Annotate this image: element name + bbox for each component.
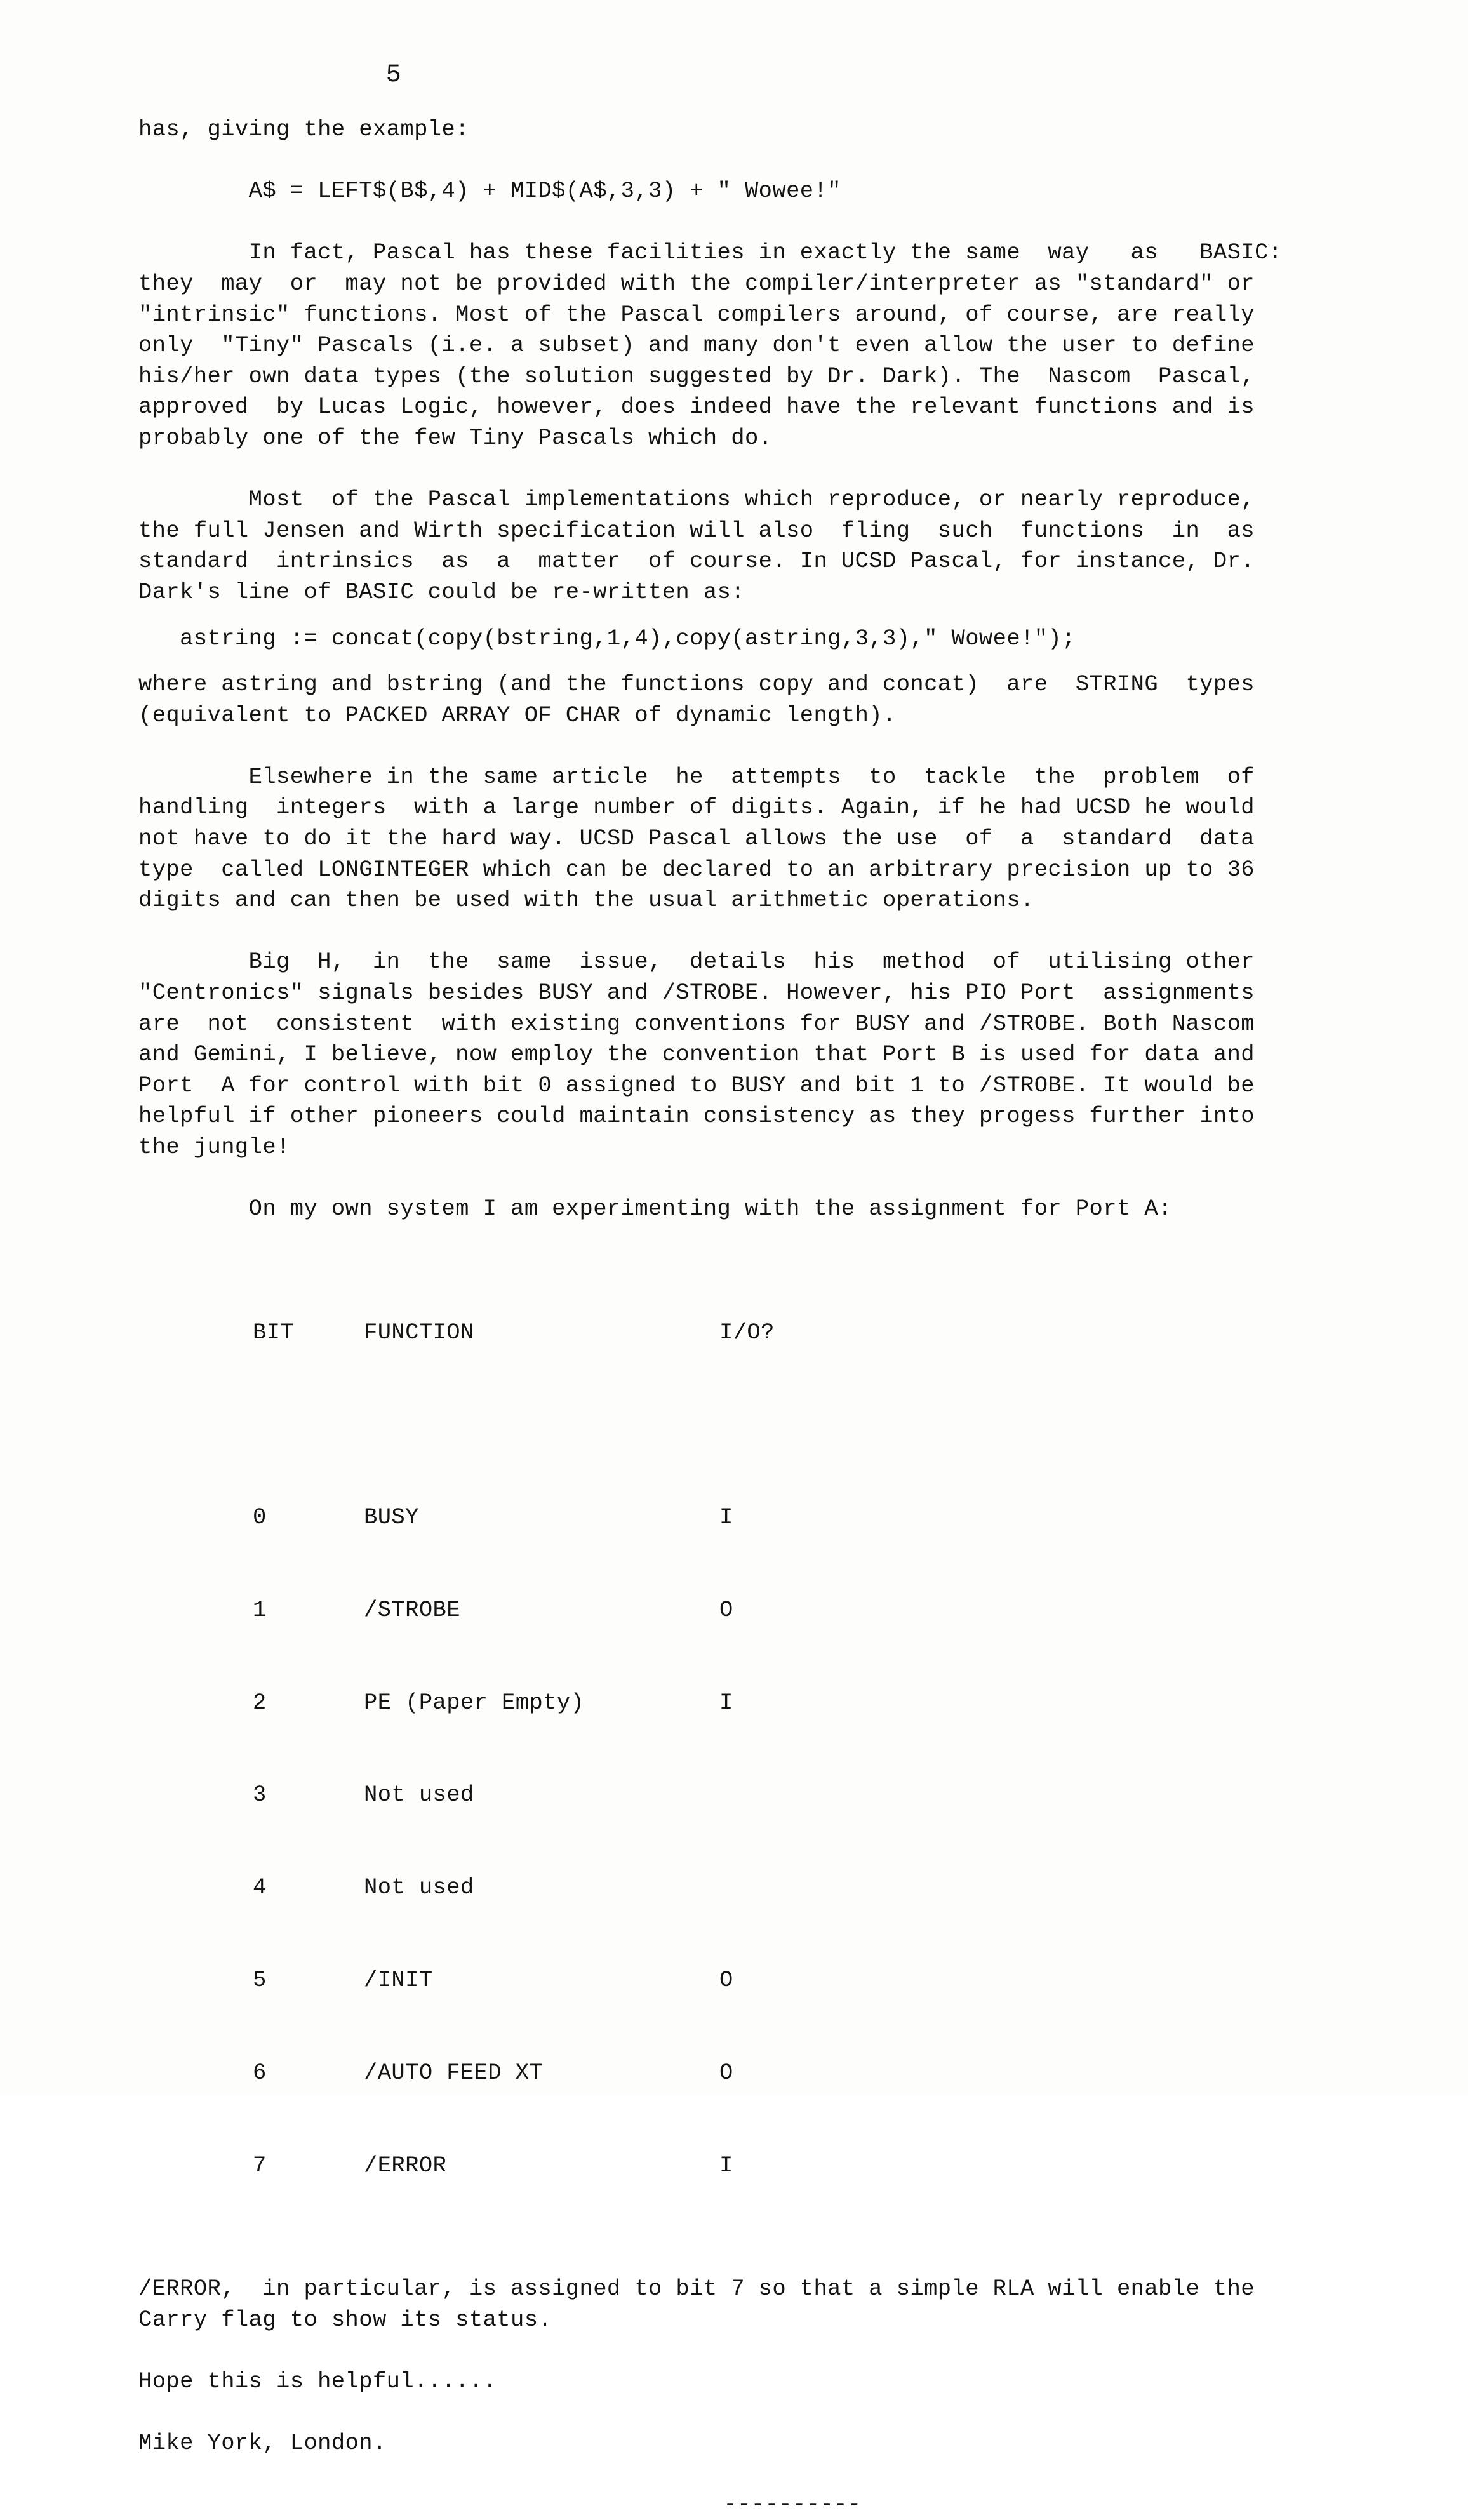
cell-io: I — [719, 1504, 733, 1531]
spacer — [138, 654, 1358, 669]
basic-example-code: A$ = LEFT$(B$,4) + MID$(A$,3,3) + " Wowee!" — [138, 178, 841, 204]
table-row — [253, 1780, 1358, 1811]
spacer — [138, 454, 1358, 485]
longinteger-paragraph: Elsewhere in the same article he attempts to tackle the problem of handling integers with a large number of digits. Again, if he had UCSD he would not have to do it the hard way. UCSD Pascal allows the use of a standard data type called LONGINTEGER which can be declared to an arbitrary precision up to 36 digits and can then be used with the usual arithmetic operations. — [138, 763, 1255, 914]
cell-function: /INIT — [364, 1967, 433, 1994]
table-row — [253, 2150, 1358, 2182]
cell-bit: 7 — [253, 2152, 267, 2178]
column-header-bit: BIT — [253, 1319, 295, 1345]
column-header-io: I/O? — [719, 1319, 775, 1345]
cell-io: O — [719, 2059, 733, 2086]
spacer — [138, 2397, 1358, 2428]
spacer — [138, 2335, 1358, 2366]
spacer — [138, 1163, 1358, 1194]
spacer — [138, 1225, 1358, 1256]
cell-bit: 0 — [253, 1504, 267, 1531]
spacer — [138, 145, 1358, 177]
spacer — [138, 731, 1358, 762]
section-divider: ---------- — [723, 2491, 862, 2517]
cell-function: /AUTO FEED XT — [364, 2059, 544, 2086]
cell-io: I — [719, 1689, 733, 1716]
cell-function: PE (Paper Empty) — [364, 1689, 585, 1716]
spacer — [138, 916, 1358, 947]
table-row — [253, 1872, 1358, 1903]
column-header-function: FUNCTION — [364, 1319, 474, 1345]
jensen-wirth-paragraph: Most of the Pascal implementations which reproduce, or nearly reproduce, the full Jensen and Wirth specification will also fling such functions in as standard intrinsics as a matter of course. In UCSD Pascal, for instance, Dr. Dark's line of BASIC could be re-written as: — [138, 486, 1255, 605]
string-types-paragraph: where astring and bstring (and the functions copy and concat) are STRING types (equivalent to PACKED ARRAY OF CHAR of dynamic length). — [138, 671, 1255, 728]
author-signature: Mike York, London. — [138, 2429, 387, 2456]
table-row — [253, 1502, 1358, 1533]
spacer — [138, 2243, 1358, 2274]
sign-off-paragraph: Hope this is helpful...... — [138, 2368, 497, 2394]
document-body — [138, 114, 1358, 2520]
table-row — [253, 1595, 1358, 1626]
pascal-facilities-paragraph: In fact, Pascal has these facilities in exactly the same way as BASIC: they may or may not be provided with the compiler/interpreter as "standard" or "intrinsic" functions. Most of the Pascal compilers around, of course, are really only "Tiny" Pascals (i.e. a subset) and many don't even allow the user to define his/her own data types (the solution suggested by Dr. Dark). The Nascom Pascal, approved by Lucas Logic, however, does indeed have the relevant functions and is probably one of the few Tiny Pascals which do. — [138, 239, 1283, 451]
spacer — [253, 1410, 1358, 1441]
table-header-row — [253, 1317, 1358, 1349]
centronics-paragraph: Big H, in the same issue, details his method of utilising other "Centronics" signals besides BUSY and /STROBE. However, his PIO Port assignments are not consistent with existing conventions for BUSY and /STROBE. Both Nascom and Gemini, I believe, now employ the convention that Port B is used for data and Port A for control with bit 0 assigned to BUSY and bit 1 to /STROBE. It would be helpful if other pioneers could maintain consistency as they progess further into the jungle! — [138, 949, 1255, 1160]
cell-function: /STROBE — [364, 1596, 460, 1623]
port-a-assignment-table — [138, 1255, 1358, 2243]
cell-io: O — [719, 1967, 733, 1994]
page-number: 5 — [385, 61, 402, 90]
cell-io: I — [719, 2152, 733, 2178]
cell-bit: 5 — [253, 1967, 267, 1994]
ucsd-pascal-code: astring := concat(copy(bstring,1,4),copy(astring,3,3)," Wowee!"); — [138, 625, 1076, 651]
cell-bit: 6 — [253, 2059, 267, 2086]
cell-bit: 4 — [253, 1874, 267, 1901]
cell-io: O — [719, 1596, 733, 1623]
cell-function: Not used — [364, 1874, 474, 1901]
cell-function: Not used — [364, 1782, 474, 1808]
spacer — [138, 207, 1358, 238]
intro-paragraph: has, giving the example: — [138, 116, 469, 142]
cell-function: /ERROR — [364, 2152, 447, 2178]
table-row — [253, 1965, 1358, 1996]
spacer — [138, 608, 1358, 623]
cell-bit: 3 — [253, 1782, 267, 1808]
cell-bit: 1 — [253, 1596, 267, 1623]
error-bit-paragraph: /ERROR, in particular, is assigned to bit 7 so that a simple RLA will enable the Carry flag to show its status. — [138, 2275, 1255, 2333]
table-row — [253, 1688, 1358, 1719]
cell-function: BUSY — [364, 1504, 419, 1531]
cell-bit: 2 — [253, 1689, 267, 1716]
table-row — [253, 2058, 1358, 2089]
port-a-intro-paragraph: On my own system I am experimenting with the assignment for Port A: — [138, 1196, 1172, 1222]
